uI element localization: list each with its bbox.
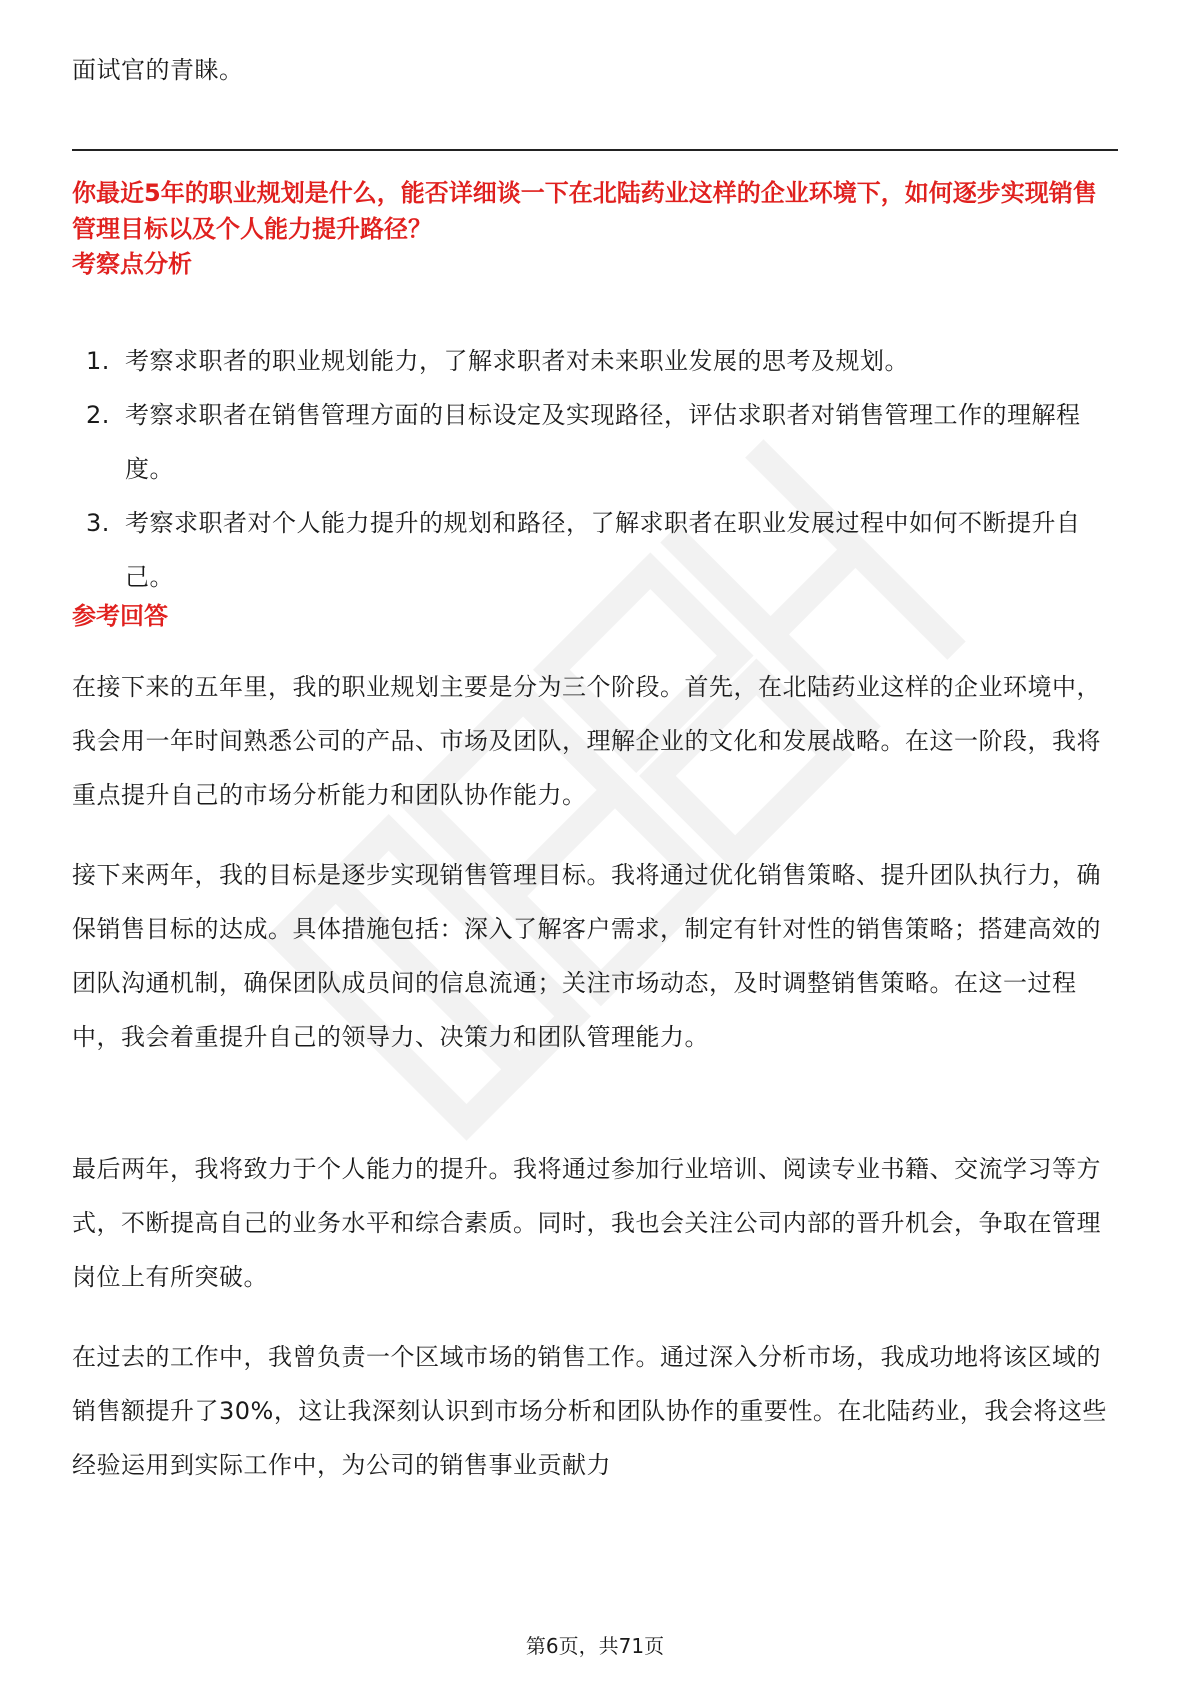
reference-title: 参考回答 xyxy=(72,602,168,630)
list-item-text: 考察求职者对个人能力提升的规划和路径，了解求职者在职业发展过程中如何不断提升自己。 xyxy=(125,509,1081,591)
question-heading: 你最近5年的职业规划是什么，能否详细谈一下在北陆药业这样的企业环境下，如何逐步实现销售管理目标以及个人能力提升路径？ xyxy=(72,179,1097,243)
answer-paragraph xyxy=(72,1330,1118,1492)
answer-paragraph-text: 在过去的工作中，我曾负责一个区域市场的销售工作。通过深入分析市场，我成功地将该区域的销售额提升了30%，这让我深刻认识到市场分析和团队协作的重要性。在北陆药业，我会将这些经验运用到实际工作中，为公司的销售事业贡献力 xyxy=(72,1343,1107,1479)
answer-paragraph-text: 接下来两年，我的目标是逐步实现销售管理目标。我将通过优化销售策略、提升团队执行力，确保销售目标的达成。具体措施包括：深入了解客户需求，制定有针对性的销售策略；搭建高效的团队沟通机制，确保团队成员间的信息流通；关注市场动态，及时调整销售策略。在这一过程中，我会着重提升自己的领导力、决策力和团队管理能力。 xyxy=(72,861,1101,1051)
list-item-text: 考察求职者在销售管理方面的目标设定及实现路径，评估求职者对销售管理工作的理解程度。 xyxy=(125,401,1081,483)
page-number: 第6页，共71页 xyxy=(525,1634,665,1658)
answer-paragraph xyxy=(72,660,1118,822)
analysis-title: 考察点分析 xyxy=(72,250,192,278)
answer-paragraph xyxy=(72,848,1118,1064)
analysis-list xyxy=(72,334,1118,604)
list-item-number: 1. xyxy=(86,347,110,375)
answer-paragraph xyxy=(72,1142,1118,1304)
answer-paragraph-text: 最后两年，我将致力于个人能力的提升。我将通过参加行业培训、阅读专业书籍、交流学习等方式，不断提高自己的业务水平和综合素质。同时，我也会关注公司内部的晋升机会，争取在管理岗位上有所突破。 xyxy=(72,1155,1101,1291)
list-item-number: 2. xyxy=(86,401,110,429)
section-divider xyxy=(72,149,1118,151)
list-item xyxy=(72,496,1118,604)
list-item xyxy=(72,334,1118,388)
answer-paragraph-text: 在接下来的五年里，我的职业规划主要是分为三个阶段。首先，在北陆药业这样的企业环境中，我会用一年时间熟悉公司的产品、市场及团队，理解企业的文化和发展战略。在这一阶段，我将重点提升自己的市场分析能力和团队协作能力。 xyxy=(72,673,1101,809)
list-item xyxy=(72,388,1118,496)
list-item-text: 考察求职者的职业规划能力，了解求职者对未来职业发展的思考及规划。 xyxy=(125,347,909,375)
list-item-number: 3. xyxy=(86,509,110,537)
intro-tail-text: 面试官的青睐。 xyxy=(72,56,244,84)
